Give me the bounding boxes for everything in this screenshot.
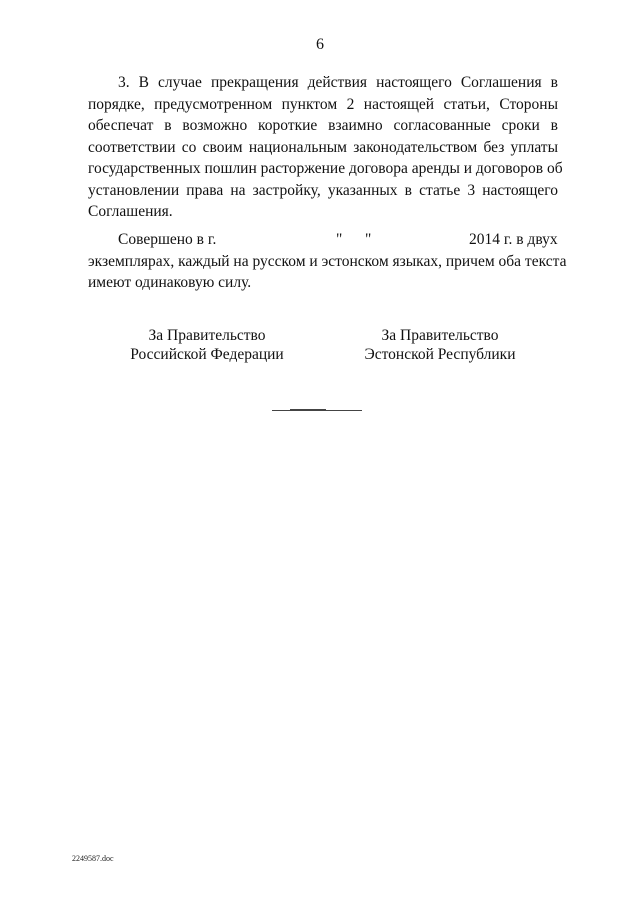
signature-russia-line2: Российской Федерации (130, 346, 284, 363)
signature-estonia (320, 326, 560, 364)
done-first-line (88, 229, 558, 251)
paragraph-3-line: государственных пошлин расторжение договора аренды и договоров об (88, 160, 563, 177)
paragraph-3-line: 3. В случае прекращения действия настоящего Соглашения в (118, 74, 558, 91)
signature-russia (87, 326, 327, 364)
paragraph-3-line: соответствии со своим национальным законодательством без уплаты (88, 138, 558, 156)
done-paragraph-line: экземплярах, каждый на русском и эстонском языках, причем оба текста (88, 252, 567, 270)
paragraph-3-line: порядке, предусмотренном пунктом 2 настоящей статьи, Стороны (88, 95, 558, 113)
signature-russia-line1: За Правительство (148, 327, 266, 344)
date-quote-open: " (336, 231, 343, 248)
paragraph-3 (88, 72, 563, 223)
date-quote-close: " (365, 231, 372, 248)
done-paragraph-line: имеют одинаковую силу. (88, 274, 252, 291)
signature-estonia-line1: За Правительство (381, 327, 499, 344)
end-separator-line (272, 410, 362, 411)
paragraph-3-line: обеспечат в возможно короткие взаимно согласованные сроки в (88, 117, 558, 134)
paragraph-3-line: установлении права на застройку, указанных в статье 3 настоящего (88, 181, 558, 199)
signature-estonia-line2: Эстонской Республики (364, 346, 516, 363)
done-prefix: Совершено в г. (118, 231, 217, 248)
done-year: 2014 г. в двух (469, 231, 558, 248)
document-code: 2249587.doc (72, 854, 114, 863)
done-paragraph (88, 229, 567, 294)
paragraph-3-line: Соглашения. (88, 203, 173, 220)
page-number: 6 (316, 36, 324, 53)
